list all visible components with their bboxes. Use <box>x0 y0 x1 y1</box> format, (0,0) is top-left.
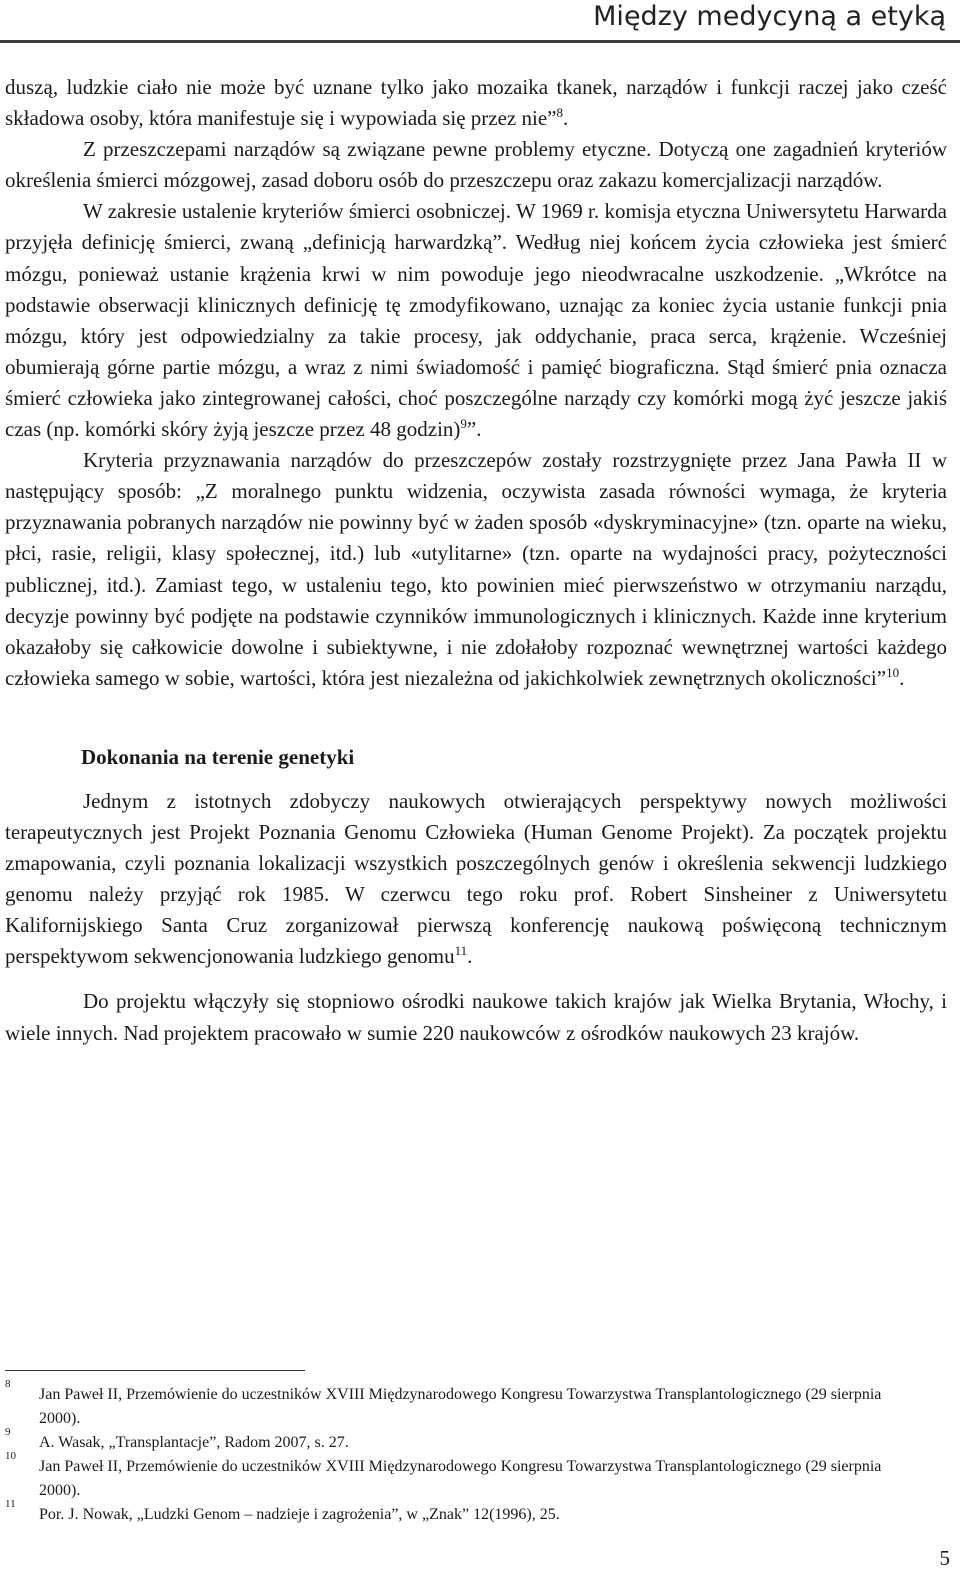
paragraph-3 <box>5 196 947 445</box>
footnote-number: 10 <box>5 1450 16 1462</box>
paragraph-4-text: Kryteria przyznawania narządów do przeszczepów zostały rozstrzygnięte przez Jana Pawła II w następujący sposób: „Z moralnego punktu widzenia, oczywista zasada równości wymaga, że kryteria przyznawania pobranych narządów nie powinny być w żaden sposób «dyskryminacyjne» (tzn. oparte na wieku, płci, rasie, religii, klasy społecznej, itd.) lub «utylitarne» (tzn. oparte na wydajności pracy, pożyteczności publicznej, itd.). Zamiast tego, w ustaleniu tego, kto powinien mieć pierwszeństwo w otrzymaniu narządu, decyzje powinny być podjęte na podstawie czynników immunologicznych i klinicznych. Każde inne kryterium okazałoby się całkowicie dowolne i subiektywne, i nie zdołałoby rozpoznać wewnętrznej wartości każdego człowieka samego w sobie, wartości, która jest niezależna od jakichkolwiek zewnętrznych okoliczności” <box>5 448 947 690</box>
paragraph-4 <box>5 445 947 694</box>
paragraph-6: Do projektu włączyły się stopniowo ośrodki naukowe takich krajów jak Wielka Brytania, Włochy, i wiele innych. Nad projektem pracowało w sumie 220 naukowców z ośrodków naukowych 23 krajów. <box>5 989 947 1045</box>
footnote-9 <box>5 1426 905 1455</box>
footnote-number: 9 <box>5 1426 11 1438</box>
section-heading: Dokonania na terenie genetyki <box>81 744 355 769</box>
footnote-ref-11[interactable]: 11 <box>454 943 468 959</box>
footnote-10 <box>5 1450 905 1503</box>
footnote-8 <box>5 1378 905 1431</box>
footnote-11 <box>5 1498 905 1527</box>
footnote-text: A. Wasak, „Transplantacje”, Radom 2007, s. 27. <box>39 1434 349 1451</box>
footnote-text: Por. J. Nowak, „Ludzki Genom – nadzieje i zagrożenia”, w „Znak” 12(1996), 25. <box>39 1506 560 1523</box>
footnotes <box>5 1378 905 1527</box>
footnote-ref-9[interactable]: 9 <box>460 416 467 432</box>
footnote-ref-8[interactable]: 8 <box>556 105 563 121</box>
footnote-text: Jan Paweł II, Przemówienie do uczestników XVIII Międzynarodowego Kongresu Towarzystwa Transplantologicznego (29 sierpnia 2000). <box>39 1458 882 1499</box>
footnote-text: Jan Paweł II, Przemówienie do uczestników XVIII Międzynarodowego Kongresu Towarzystwa Transplantologicznego (29 sierpnia 2000). <box>39 1386 882 1427</box>
footnote-separator <box>5 1370 305 1371</box>
paragraph-5-tail: . <box>467 944 473 969</box>
footnote-number: 11 <box>5 1498 16 1510</box>
header-rule <box>0 40 960 43</box>
running-header: Między medycyną a etyką <box>593 1 946 32</box>
paragraph-1-text: duszą, ludzkie ciało nie może być uznane tylko jako mozaika tkanek, narządów i funkcji raczej jako cześć składowa osoby, która manifestuje się i wypowiada się przez nie” <box>5 75 947 131</box>
paragraph-3-text: W zakresie ustalenie kryteriów śmierci osobniczej. W 1969 r. komisja etyczna Uniwersytetu Harwarda przyjęła definicję śmierci, zwaną „definicją harwardzką”. Według niej końcem życia człowieka jest śmierć mózgu, ponieważ ustanie krążenia krwi w nim powoduje jego nieodwracalne uszkodzenie. „Wkrótce na podstawie obserwacji klinicznych definicję tę zmodyfikowano, uznając za koniec życia ustanie funkcji pnia mózgu, który jest odpowiedzialny za takie procesy, jak oddychanie, praca serca, krążenie. Wcześniej obumierają górne partie mózgu, a wraz z nimi świadomość i pamięć biograficzna. Stąd śmierć pnia oznacza śmierć człowieka jako zintegrowanej całości, choć poszczególne narządy czy komórki mogą żyć jeszcze jakiś czas (np. komórki skóry żyją jeszcze przez 48 godzin) <box>5 199 947 442</box>
footnote-number: 8 <box>5 1378 11 1390</box>
paragraph-4-tail: . <box>899 665 905 690</box>
paragraph-3-tail: ”. <box>466 417 482 442</box>
page-number: 5 <box>939 1546 950 1570</box>
paragraph-1-tail: . <box>562 106 569 131</box>
paragraph-2: Z przeszczepami narządów są związane pewne problemy etyczne. Dotyczą one zagadnień kryteriów określenia śmierci mózgowej, zasad doboru osób do przeszczepu oraz zakazu komercjalizacji narządów. <box>5 137 947 193</box>
paragraph-5-text: Jednym z istotnych zdobyczy naukowych otwierających perspektywy nowych możliwości terapeutycznych jest Projekt Poznania Genomu Człowieka (Human Genome Projekt). Za początek projektu zmapowania, czyli poznania lokalizacji wszystkich poszczególnych genów i określenia sekwencji ludzkiego genomu należy przyjąć rok 1985. W czerwcu tego roku prof. Robert Sinsheiner z Uniwersytetu Kalifornijskiego Santa Cruz zorganizował pierwszą konferencję naukową poświęconą technicznym perspektywom sekwencjonowania ludzkiego genomu <box>5 788 947 969</box>
paragraph-5 <box>5 786 947 973</box>
paragraph-gap <box>5 972 947 986</box>
footnote-ref-10[interactable]: 10 <box>886 664 900 680</box>
paragraph-1 <box>5 72 947 134</box>
body-text <box>5 72 947 1049</box>
